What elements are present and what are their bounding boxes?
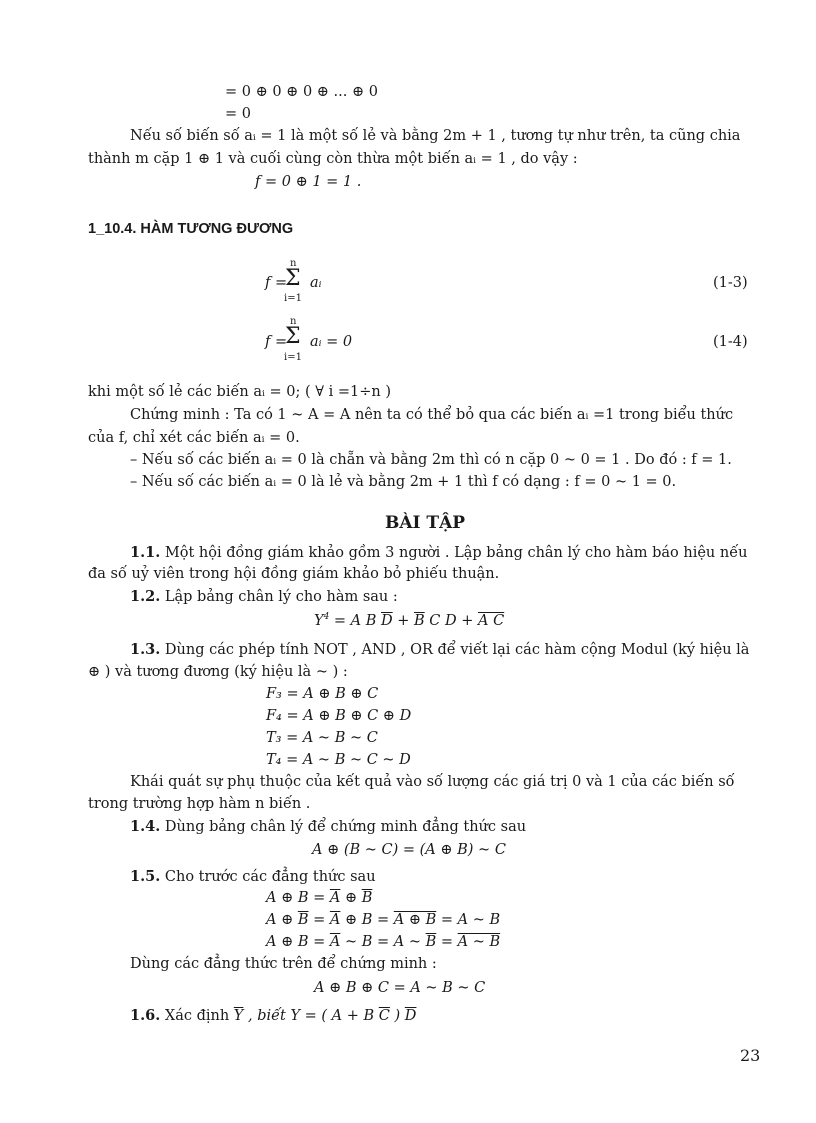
formula-1-3-number: (1-3) xyxy=(713,275,748,291)
formula-f3: F₃ = A ⊕ B ⊕ C xyxy=(266,686,379,702)
formula-term: C D + xyxy=(424,612,479,629)
formula-1-3-lhs: f = xyxy=(265,275,288,291)
exercise-1-3 xyxy=(130,641,749,658)
xor-chain-line: = 0 ⊕ 0 ⊕ 0 ⊕ ... ⊕ 0 xyxy=(225,84,378,100)
formula-1-4-body: aᵢ = 0 xyxy=(310,334,353,350)
exercise-1-1-text: Một hội đồng giám khảo gồm 3 người . Lập bảng chân lý cho hàm báo hiệu nếu xyxy=(164,545,748,561)
exercise-1-6-text: , biết Y = ( A + B xyxy=(243,1008,379,1024)
exercise-1-3-text: Dùng các phép tính NOT , AND , OR để viết lại các hàm cộng Modul (ký hiệu là xyxy=(164,642,750,658)
identity-line-2 xyxy=(266,912,500,928)
identity-term: A ⊕ B = xyxy=(266,890,330,906)
exercise-1-4 xyxy=(130,818,526,835)
exercise-1-2-formula xyxy=(314,612,504,629)
c-bar: $\overline{C}$ xyxy=(378,1008,390,1024)
formula-term: + xyxy=(392,612,415,629)
b-bar: $\overline{B}$ xyxy=(425,934,437,950)
d-bar: $\overline{D}$ xyxy=(381,612,393,629)
exercise-1-3-number: 1.3. xyxy=(130,641,161,658)
xor-chain-result: = 0 xyxy=(225,106,251,122)
y4-superscript: 4 xyxy=(323,612,330,622)
formula-1-4-number: (1-4) xyxy=(713,334,748,350)
exercise-1-6-text: ) xyxy=(389,1008,405,1024)
xor-final-result: f = 0 ⊕ 1 = 1 . xyxy=(255,174,362,190)
condition-text: khi một số lẻ các biến aᵢ = 0; ( ∀ i =1÷n ) xyxy=(88,384,391,400)
formula-1-3-lower-limit: i=1 xyxy=(284,293,302,304)
formula-1-4-upper-limit: n xyxy=(290,316,297,327)
exercise-1-5-use: Dùng các đẳng thức trên để chứng minh : xyxy=(130,956,437,972)
xor-bar: A ⊕ B xyxy=(393,912,437,928)
exercise-1-5-text: Cho trước các đẳng thức sau xyxy=(164,869,376,885)
identity-term: A ⊕ xyxy=(266,912,298,928)
exercise-1-6 xyxy=(130,1007,416,1024)
exercise-1-1-continued: đa số uỷ viên trong hội đồng giám khảo bỏ phiếu thuận. xyxy=(88,566,500,582)
formula-t4: T₄ = A ~ B ~ C ~ D xyxy=(266,752,411,768)
exercise-1-4-text: Dùng bảng chân lý để chứng minh đẳng thức sau xyxy=(164,819,527,835)
case-even-text: – Nếu số các biến aᵢ = 0 là chẵn và bằng 2m thì có n cặp 0 ~ 0 = 1 . Do đó : f = 1. xyxy=(130,452,732,468)
case-odd-text: – Nếu số các biến aᵢ = 0 là lẻ và bằng 2m + 1 thì f có dạng : f = 0 ~ 1 = 0. xyxy=(130,474,677,490)
exercise-1-1 xyxy=(130,544,747,561)
formula-f4: F₄ = A ⊕ B ⊕ C ⊕ D xyxy=(266,708,412,724)
formula-1-4-sigma: Σ xyxy=(285,324,301,349)
exercise-1-5-formula: A ⊕ B ⊕ C = A ~ B ~ C xyxy=(314,980,486,996)
identity-term: = xyxy=(308,912,330,928)
exercise-1-3-continued: ⊕ ) và tương đương (ký hiệu là ~ ) : xyxy=(88,664,348,680)
identity-line-1 xyxy=(266,890,372,906)
section-heading: 1_10.4. HÀM TƯƠNG ĐƯƠNG xyxy=(88,221,294,237)
exercise-1-2 xyxy=(130,588,398,605)
page-number: 23 xyxy=(740,1046,761,1065)
formula-term: = A B xyxy=(329,612,382,629)
formula-1-4-lower-limit: i=1 xyxy=(284,352,302,363)
exercise-1-2-text: Lập bảng chân lý cho hàm sau : xyxy=(164,589,398,605)
y-bar: $\overline{Y}$ xyxy=(233,1008,244,1024)
proof-text-1: Chứng minh : Ta có 1 ~ A = A nên ta có thể bỏ qua các biến aᵢ =1 trong biểu thức xyxy=(130,407,734,423)
exercise-1-4-formula: A ⊕ (B ~ C) = (A ⊕ B) ~ C xyxy=(312,842,506,858)
identity-term: A ⊕ B = xyxy=(266,934,330,950)
odd-case-text-1: Nếu số biến số aᵢ = 1 là một số lẻ và bằng 2m + 1 , tương tự như trên, ta cũng chia xyxy=(130,128,741,144)
exercises-title: BÀI TẬP xyxy=(385,513,466,533)
exercise-1-6-number: 1.6. xyxy=(130,1007,161,1024)
odd-case-text-2: thành m cặp 1 ⊕ 1 và cuối cùng còn thừa một biến aᵢ = 1 , do vậy : xyxy=(88,151,578,167)
proof-text-2: của f, chỉ xét các biến aᵢ = 0. xyxy=(88,430,300,446)
exercise-1-1-number: 1.1. xyxy=(130,544,161,561)
exercise-1-4-number: 1.4. xyxy=(130,818,161,835)
identity-line-3 xyxy=(266,934,500,950)
exercise-1-3-general: Khái quát sự phụ thuộc của kết quả vào số lượng các giá trị 0 và 1 của các biến số xyxy=(130,774,735,790)
identity-term: = xyxy=(436,934,458,950)
identity-term: ⊕ B = xyxy=(340,912,394,928)
a-bar: $\overline{A}$ xyxy=(329,912,341,928)
a-bar: $\overline{A}$ xyxy=(329,890,341,906)
identity-term: ~ B = A ~ xyxy=(340,934,426,950)
identity-term: ⊕ xyxy=(340,890,362,906)
formula-1-3-body: aᵢ xyxy=(310,275,322,291)
ac-bar: A C xyxy=(478,612,505,629)
b-bar: $\overline{B}$ xyxy=(361,890,373,906)
formula-t3: T₃ = A ~ B ~ C xyxy=(266,730,378,746)
formula-1-4-lhs: f = xyxy=(265,334,288,350)
d-bar: $\overline{D}$ xyxy=(404,1008,417,1024)
b-bar: $\overline{B}$ xyxy=(297,912,309,928)
y4-symbol: Y xyxy=(314,612,324,629)
exercise-1-2-number: 1.2. xyxy=(130,588,161,605)
identity-term: = A ~ B xyxy=(436,912,501,928)
equiv-bar: A ~ B xyxy=(457,934,501,950)
b-bar: $\overline{B}$ xyxy=(414,612,425,629)
formula-1-3-sigma: Σ xyxy=(285,266,301,291)
a-bar: $\overline{A}$ xyxy=(329,934,341,950)
exercise-1-5 xyxy=(130,868,376,885)
exercise-1-6-text: Xác định xyxy=(164,1008,234,1024)
exercise-1-5-number: 1.5. xyxy=(130,868,161,885)
exercise-1-3-general-continued: trong trường hợp hàm n biến . xyxy=(88,796,311,812)
formula-1-3-upper-limit: n xyxy=(290,258,297,269)
